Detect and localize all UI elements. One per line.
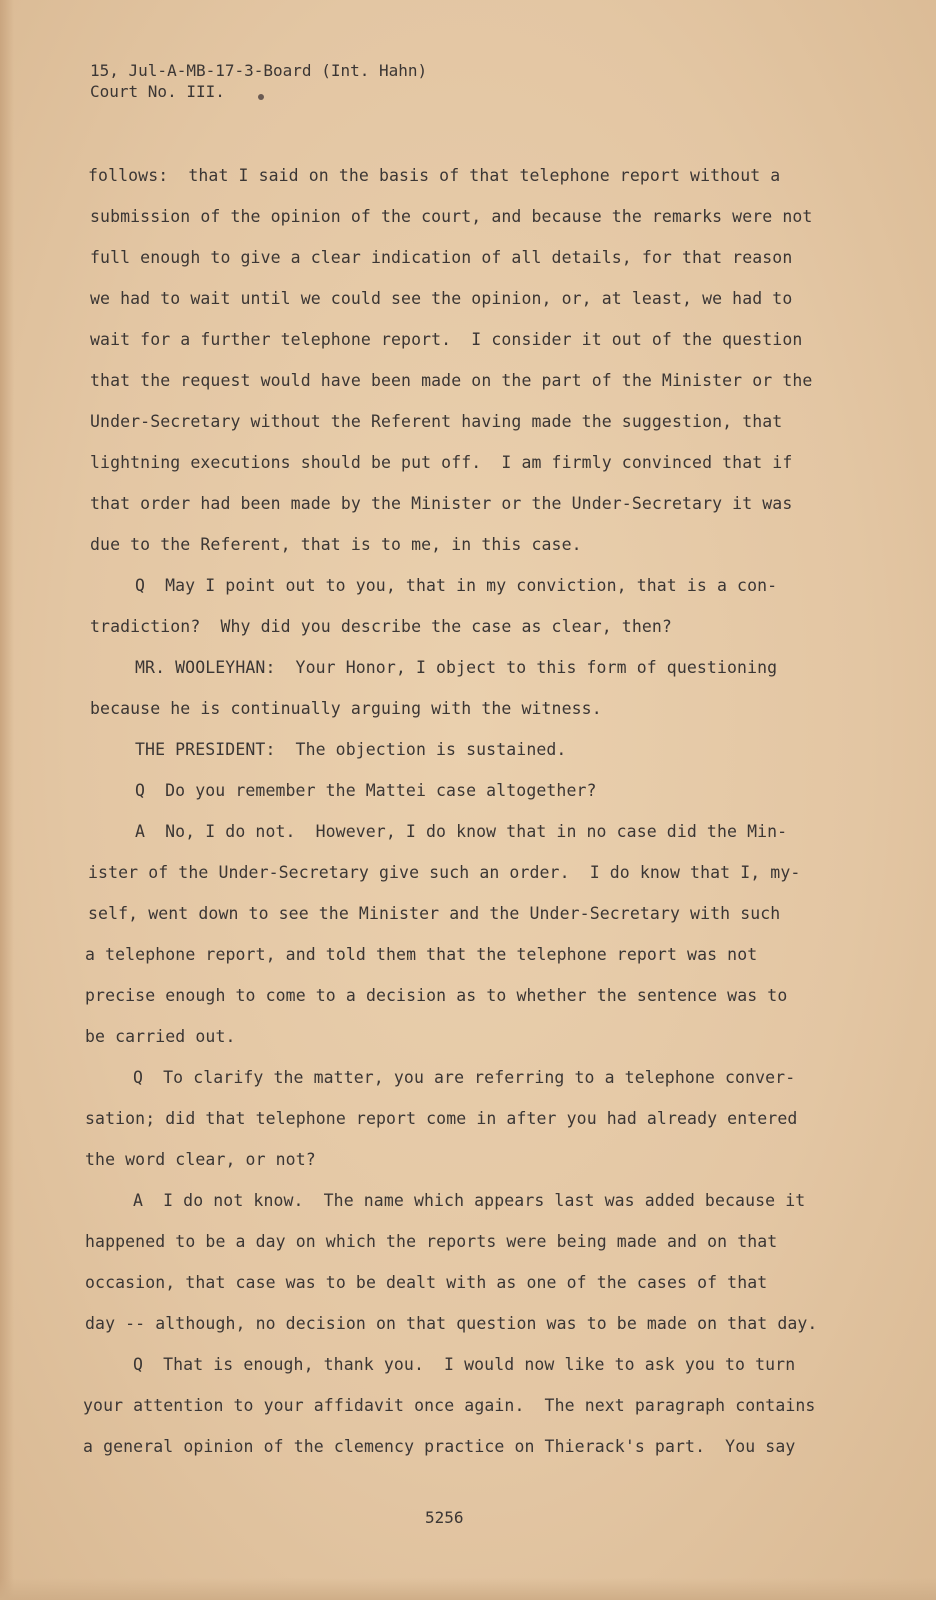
body-line: lightning executions should be put off. I am firmly convinced that if [90, 453, 793, 472]
body-line: A No, I do not. However, I do know that in no case did the Min- [135, 822, 788, 841]
ink-speck [258, 94, 264, 100]
header-line-2: Court No. III. [90, 82, 225, 101]
body-line: because he is continually arguing with the witness. [90, 699, 602, 718]
body-line: occasion, that case was to be dealt with as one of the cases of that [85, 1273, 768, 1292]
body-line: Q May I point out to you, that in my conviction, that is a con- [135, 576, 778, 595]
body-line: self, went down to see the Minister and the Under-Secretary with such [88, 904, 781, 923]
body-line: wait for a further telephone report. I consider it out of the question [90, 330, 803, 349]
body-line: be carried out. [85, 1027, 236, 1046]
body-line: a general opinion of the clemency practice on Thierack's part. You say [83, 1437, 796, 1456]
body-line: sation; did that telephone report come in after you had already entered [85, 1109, 798, 1128]
body-line: full enough to give a clear indication of all details, for that reason [90, 248, 793, 267]
body-line: precise enough to come to a decision as to whether the sentence was to [85, 986, 788, 1005]
body-line: MR. WOOLEYHAN: Your Honor, I object to this form of questioning [135, 658, 778, 677]
page-number: 5256 [425, 1508, 464, 1527]
body-line: we had to wait until we could see the opinion, or, at least, we had to [90, 289, 793, 308]
body-line: Under-Secretary without the Referent having made the suggestion, that [90, 412, 783, 431]
body-line: Q To clarify the matter, you are referring to a telephone conver- [133, 1068, 796, 1087]
body-line: Q Do you remember the Mattei case altogether? [135, 781, 597, 800]
header-line-1: 15, Jul-A-MB-17-3-Board (Int. Hahn) [90, 61, 428, 80]
body-line: that the request would have been made on the part of the Minister or the [90, 371, 813, 390]
paper-edge-left [0, 0, 14, 1600]
body-line: day -- although, no decision on that question was to be made on that day. [85, 1314, 818, 1333]
body-line: follows: that I said on the basis of that telephone report without a [88, 166, 781, 185]
body-line: that order had been made by the Minister or the Under-Secretary it was [90, 494, 793, 513]
body-line: tradiction? Why did you describe the case as clear, then? [90, 617, 672, 636]
body-line: the word clear, or not? [85, 1150, 316, 1169]
body-line: ister of the Under-Secretary give such an order. I do know that I, my- [88, 863, 801, 882]
body-line: your attention to your affidavit once again. The next paragraph contains [83, 1396, 816, 1415]
body-line: due to the Referent, that is to me, in this case. [90, 535, 582, 554]
body-line: A I do not know. The name which appears last was added because it [133, 1191, 806, 1210]
body-line: submission of the opinion of the court, and because the remarks were not [90, 207, 813, 226]
paper-edge-bottom [0, 1578, 936, 1600]
body-line: Q That is enough, thank you. I would now like to ask you to turn [133, 1355, 796, 1374]
body-line: happened to be a day on which the reports were being made and on that [85, 1232, 778, 1251]
body-line: THE PRESIDENT: The objection is sustained. [135, 740, 567, 759]
body-line: a telephone report, and told them that the telephone report was not [85, 945, 758, 964]
